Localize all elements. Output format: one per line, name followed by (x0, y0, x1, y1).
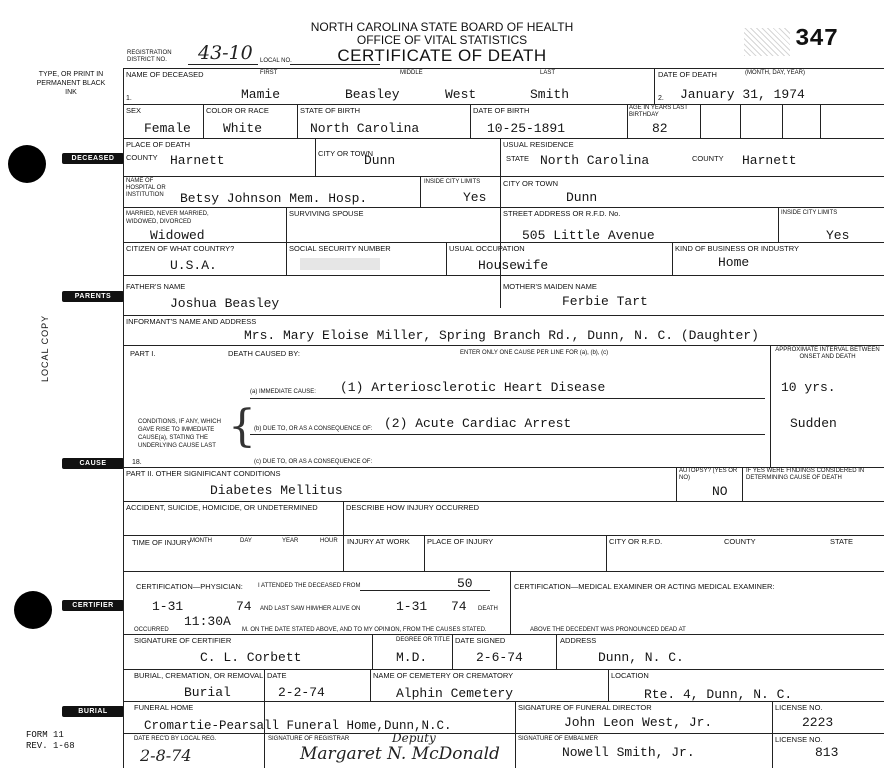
label-above-pronounced: ABOVE THE DECEDENT WAS PRONOUNCED DEAD AT (530, 627, 686, 633)
last-seen-year-value: 74 (451, 599, 467, 614)
label-hospital: NAME OF HOSPITAL OR INSTITUTION (126, 178, 166, 198)
attended-to-year-value: 74 (236, 599, 252, 614)
registrar-deputy: Deputy (392, 731, 436, 745)
inside-city-value: Yes (463, 190, 487, 205)
date-signed-value: 2-6-74 (476, 650, 523, 665)
label-residence-county: COUNTY (692, 154, 724, 163)
brace: { (228, 401, 256, 452)
death-county-value: Harnett (170, 153, 225, 168)
label-due-to-c: (c) DUE TO, OR AS A CONSEQUENCE OF: (254, 459, 373, 465)
business-value: Home (718, 255, 750, 270)
age-value: 82 (652, 121, 668, 136)
form-revision: REV. 1-68 (26, 741, 75, 751)
label-cemetery: NAME OF CEMETERY OR CREMATORY (373, 671, 514, 680)
embalmer-license-value: 813 (815, 745, 839, 760)
cause-b-value: (2) Acute Cardiac Arrest (384, 416, 572, 431)
header-line1: NORTH CAROLINA STATE BOARD OF HEALTH (310, 20, 574, 34)
attended-from-year-value: 50 (457, 576, 473, 591)
label-month-day-year: (MONTH, DAY, YEAR) (745, 70, 806, 76)
interval-b-value: Sudden (790, 416, 837, 431)
registration-label: REGISTRATION DISTRICT NO. (127, 50, 172, 63)
label-address: ADDRESS (560, 636, 597, 645)
middle-name: Beasley (345, 87, 400, 102)
label-fathers-name: FATHER'S NAME (126, 282, 186, 291)
label-injury-county: COUNTY (724, 537, 756, 546)
tab-cause: CAUSE (62, 458, 124, 469)
label-embalmer-license: LICENSE NO. (775, 735, 823, 744)
last-name: Smith (530, 87, 570, 102)
label-inside-city-limits-2: INSIDE CITY LIMITS (781, 210, 838, 216)
sex-value: Female (144, 121, 191, 136)
label-city-or-rfd: CITY OR R.F.D. (609, 537, 663, 546)
punch-hole-bottom (14, 591, 52, 629)
informant-value: Mrs. Mary Eloise Miller, Spring Branch Rd., Dunn, N. C. (Daughter) (244, 328, 759, 343)
punch-hole-top (8, 145, 46, 183)
mother-value: Ferbie Tart (562, 294, 648, 309)
label-describe-injury: DESCRIBE HOW INJURY OCCURRED (346, 503, 480, 512)
label-interval: APPROXIMATE INTERVAL BETWEEN ONSET AND DEATH (775, 347, 880, 360)
ink-instruction: TYPE, OR PRINT IN PERMANENT BLACK INK (36, 71, 106, 96)
cemetery-value: Alphin Cemetery (396, 686, 514, 701)
label-hour: HOUR (320, 538, 338, 544)
label-surviving-spouse: SURVIVING SPOUSE (289, 209, 364, 218)
label-burial-cremation: BURIAL, CREMATION, OR REMOVAL (134, 671, 264, 680)
hospital-value: Betsy Johnson Mem. Hosp. (180, 191, 368, 206)
label-day: DAY (240, 538, 252, 544)
label-usual-occupation: USUAL OCCUPATION (449, 244, 525, 253)
middle-name-2: West (445, 87, 477, 102)
label-sig-registrar: SIGNATURE OF REGISTRAR (268, 736, 350, 742)
form-number: FORM 11 (26, 730, 64, 740)
burial-date-value: 2-2-74 (278, 685, 325, 700)
label-place-of-death: PLACE OF DEATH (126, 140, 191, 149)
date-of-death-value: January 31, 1974 (680, 87, 805, 102)
label-date-received: DATE REC'D BY LOCAL REG. (134, 736, 217, 742)
label-middle: MIDDLE (400, 70, 423, 76)
label-place-of-injury: PLACE OF INJURY (427, 537, 494, 546)
registration-district-value: 43-10 (198, 42, 253, 64)
label-autopsy: AUTOPSY? (YES OR NO) (679, 468, 738, 481)
local-copy-label: LOCAL COPY (40, 314, 50, 382)
autopsy-value: NO (712, 484, 728, 499)
label-sex: SEX (126, 106, 142, 115)
label-date-of-birth: DATE OF BIRTH (473, 106, 530, 115)
label-city-or-town: CITY OR TOWN (318, 149, 374, 158)
label-injury-at-work: INJURY AT WORK (347, 537, 410, 546)
label-county: COUNTY (126, 153, 158, 162)
label-last-saw: AND LAST SAW HIM/HER ALIVE ON (260, 606, 361, 612)
residence-state-value: North Carolina (540, 153, 650, 168)
label-street-address: STREET ADDRESS OR R.F.D. No. (503, 209, 621, 218)
header-line2: OFFICE OF VITAL STATISTICS (356, 33, 528, 47)
label-death-caused-by: DEATH CAUSED BY: (228, 349, 300, 358)
other-conditions-value: Diabetes Mellitus (210, 483, 343, 498)
father-value: Joshua Beasley (170, 296, 280, 311)
label-residence-city: CITY OR TOWN (503, 179, 559, 188)
street-value: 505 Little Avenue (522, 228, 655, 243)
label-first: FIRST (260, 70, 278, 76)
occupation-value: Housewife (478, 258, 549, 273)
cert-address-value: Dunn, N. C. (598, 650, 684, 665)
state-of-birth-value: North Carolina (310, 121, 420, 136)
label-age: AGE IN YEARS LAST BIRTHDAY (629, 105, 688, 118)
label-on-date-stated: M. ON THE DATE STATED ABOVE, AND TO MY OPINION, FROM THE CAUSES STATED. (242, 627, 487, 633)
label-name-of-deceased: NAME OF DECEASED (126, 70, 204, 79)
funeral-home-value: Cromartie-Pearsall Funeral Home,Dunn,N.C. (144, 719, 452, 733)
label-marital: MARRIED, NEVER MARRIED, WIDOWED, DIVORCED (126, 211, 209, 225)
label-cert-me: CERTIFICATION—MEDICAL EXAMINER OR ACTING MEDICAL EXAMINER: (514, 582, 775, 591)
last-seen-value: 1-31 (396, 599, 428, 614)
label-sig-embalmer: SIGNATURE OF EMBALMER (518, 736, 598, 742)
label-death-word: DEATH (478, 606, 498, 612)
label-ssn: SOCIAL SECURITY NUMBER (289, 244, 391, 253)
label-accident: ACCIDENT, SUICIDE, HOMICIDE, OR UNDETERMINED (126, 503, 318, 512)
certifier-value: C. L. Corbett (200, 650, 302, 665)
first-name: Mamie (241, 87, 281, 102)
tab-certifier: CERTIFIER (62, 600, 124, 611)
label-cert-physician: CERTIFICATION—PHYSICIAN: (136, 582, 243, 591)
date-received-value: 2-8-74 (140, 746, 192, 765)
label-due-to-b: (b) DUE TO, OR AS A CONSEQUENCE OF: (254, 426, 373, 432)
label-sig-funeral-director: SIGNATURE OF FUNERAL DIRECTOR (518, 703, 652, 712)
label-part-2: PART II. OTHER SIGNIFICANT CONDITIONS (126, 469, 281, 478)
citizen-value: U.S.A. (170, 258, 217, 273)
label-date-of-death: DATE OF DEATH (658, 70, 717, 79)
race-value: White (223, 121, 263, 136)
label-usual-residence: USUAL RESIDENCE (503, 140, 574, 149)
degree-value: M.D. (396, 650, 428, 665)
label-funeral-home: FUNERAL HOME (134, 703, 194, 712)
label-injury-state: STATE (830, 537, 854, 546)
label-informant: INFORMANT'S NAME AND ADDRESS (126, 317, 257, 326)
disposition-value: Burial (184, 685, 231, 700)
label-inside-city-limits: INSIDE CITY LIMITS (424, 179, 481, 185)
tab-deceased: DECEASED (62, 153, 124, 164)
stamp-mark (744, 28, 790, 56)
label-part-1: PART I. (130, 349, 156, 358)
label-date-signed: DATE SIGNED (455, 636, 506, 645)
time-occurred-value: 11:30A (184, 614, 231, 629)
label-kind-of-business: KIND OF BUSINESS OR INDUSTRY (675, 244, 800, 253)
label-mothers-maiden-name: MOTHER'S MAIDEN NAME (503, 282, 597, 291)
registrar-signature: Margaret N. McDonald (300, 744, 500, 764)
label-if-yes: IF YES WERE FINDINGS CONSIDERED IN DETERMINING CAUSE OF DEATH (746, 468, 865, 481)
attended-to-value: 1-31 (152, 599, 184, 614)
local-no-label: LOCAL NO. (260, 58, 292, 64)
label-location: LOCATION (611, 671, 649, 680)
label-enter-one-cause: ENTER ONLY ONE CAUSE PER LINE FOR (a), (b), (c) (460, 350, 609, 356)
label-attended-from: I ATTENDED THE DECEASED FROM (258, 583, 361, 589)
label-citizen: CITIZEN OF WHAT COUNTRY? (126, 244, 235, 253)
label-last: LAST (540, 70, 556, 76)
label-burial-date: DATE (267, 671, 287, 680)
embalmer-value: Nowell Smith, Jr. (562, 745, 695, 760)
cause-a-value: (1) Arteriosclerotic Heart Disease (340, 380, 606, 395)
director-license-value: 2223 (802, 715, 834, 730)
label-year: YEAR (282, 538, 299, 544)
label-state-of-birth: STATE OF BIRTH (300, 106, 361, 115)
label-month: MONTH (190, 538, 212, 544)
cemetery-location-value: Rte. 4, Dunn, N. C. (644, 687, 793, 702)
residence-city-value: Dunn (566, 190, 598, 205)
label-immediate-cause: (a) IMMEDIATE CAUSE: (250, 389, 316, 395)
ssn-redacted (300, 258, 380, 270)
marital-value: Widowed (150, 228, 205, 243)
funeral-director-value: John Leon West, Jr. (564, 715, 713, 730)
label-director-license: LICENSE NO. (775, 703, 823, 712)
inside-city-2-value: Yes (826, 228, 850, 243)
certificate-title: CERTIFICATE OF DEATH (337, 46, 547, 65)
label-state: STATE (506, 154, 530, 163)
page-number: 347 (795, 26, 839, 53)
interval-a-value: 10 yrs. (781, 380, 836, 395)
tab-parents: PARENTS (62, 291, 124, 302)
label-time-of-injury: TIME OF INJURY (132, 538, 192, 547)
death-city-value: Dunn (364, 153, 396, 168)
label-occurred: OCCURRED (134, 627, 169, 633)
date-of-birth-value: 10-25-1891 (487, 121, 566, 136)
residence-county-value: Harnett (742, 153, 797, 168)
tab-burial: BURIAL (62, 706, 124, 717)
label-signature-certifier: SIGNATURE OF CERTIFIER (134, 636, 232, 645)
label-color-race: COLOR OR RACE (206, 106, 269, 115)
label-degree: DEGREE OR TITLE (396, 637, 450, 643)
label-conditions: CONDITIONS, IF ANY, WHICH GAVE RISE TO IMMEDIATE CAUSE(a), STATING THE UNDERLYING CAUSE LAST (138, 419, 221, 449)
